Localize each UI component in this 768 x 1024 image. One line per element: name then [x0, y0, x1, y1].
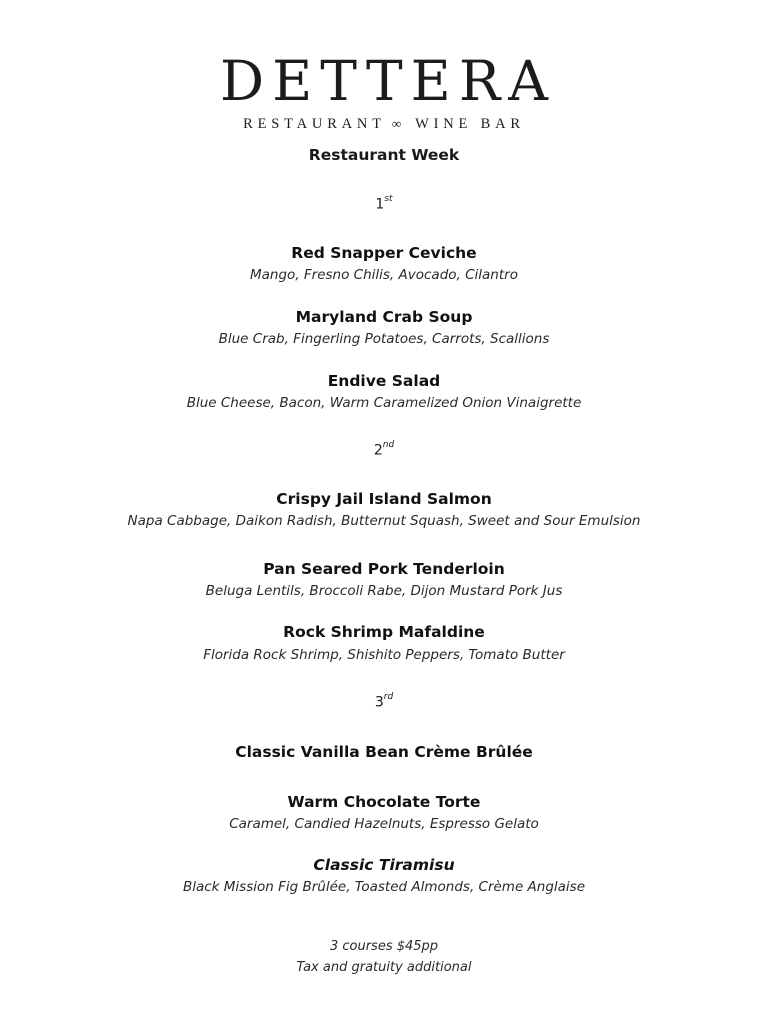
- dish-name: Endive Salad: [327, 372, 441, 390]
- dish-name: Crispy Jail Island Salmon: [276, 490, 492, 508]
- course-suffix: rd: [383, 692, 394, 702]
- tax-note: Tax and gratuity additional: [296, 960, 472, 975]
- dish-description: Beluga Lentils, Broccoli Rabe, Dijon Mustard Pork Jus: [205, 583, 563, 599]
- course-label-2: [0, 442, 768, 459]
- course-number: 1: [375, 196, 385, 213]
- course-suffix: nd: [382, 440, 395, 450]
- dish-description: Black Mission Fig Brûlée, Toasted Almonds, Crème Anglaise: [182, 879, 586, 895]
- dish-name: Classic Tiramisu: [313, 856, 455, 874]
- ornament-icon: ∞: [391, 116, 402, 131]
- course-label-3: [0, 694, 768, 711]
- course-label-1: [0, 196, 768, 213]
- menu-title: Restaurant Week: [308, 146, 460, 164]
- dish-description: Blue Crab, Fingerling Potatoes, Carrots, Scallions: [218, 331, 550, 347]
- course-number: 2: [373, 442, 383, 459]
- dish-name: Pan Seared Pork Tenderloin: [263, 560, 505, 578]
- brand-subtitle-left: RESTAURANT: [243, 116, 386, 132]
- dish-name: Maryland Crab Soup: [295, 308, 473, 326]
- dish-description: Napa Cabbage, Daikon Radish, Butternut Squash, Sweet and Sour Emulsion: [127, 513, 641, 529]
- dish-name: Classic Vanilla Bean Crème Brûlée: [235, 743, 533, 761]
- brand-subtitle: [0, 115, 768, 133]
- dish-description: Blue Cheese, Bacon, Warm Caramelized Onion Vinaigrette: [186, 395, 582, 411]
- dish-name: Warm Chocolate Torte: [287, 793, 481, 811]
- price-text: 3 courses $45pp: [329, 939, 439, 954]
- dish-name: Rock Shrimp Mafaldine: [283, 623, 485, 641]
- dish-description: Caramel, Candied Hazelnuts, Espresso Gelato: [229, 816, 539, 832]
- dish-name: Red Snapper Ceviche: [291, 244, 477, 262]
- course-suffix: st: [384, 194, 393, 204]
- dish-description: Florida Rock Shrimp, Shishito Peppers, Tomato Butter: [203, 647, 565, 663]
- dish-description: Mango, Fresno Chilis, Avocado, Cilantro: [250, 267, 518, 283]
- course-number: 3: [374, 694, 384, 711]
- restaurant-logo: [0, 49, 768, 133]
- brand-subtitle-right: WINE BAR: [415, 116, 525, 132]
- brand-name: DETTERA: [220, 49, 556, 113]
